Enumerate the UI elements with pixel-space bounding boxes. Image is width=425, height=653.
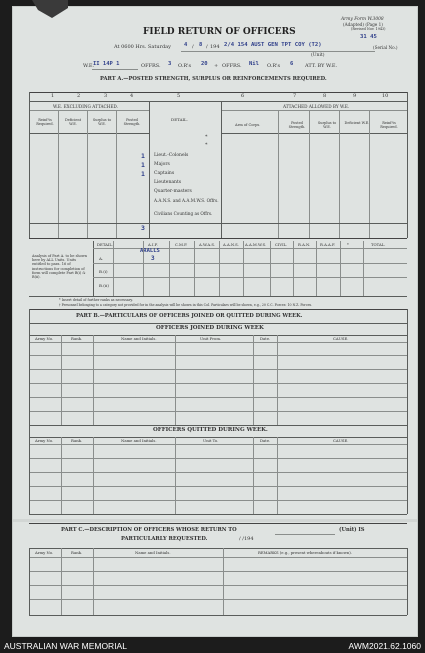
joined-title: OFFICERS JOINED DURING WEEK [156,325,264,331]
analysis-row-bi: B.(i) [99,269,108,274]
attached-allowed-header: ATTACHED ALLOWED BY W.E. [283,104,350,109]
joined-h-date: Date. [260,336,271,341]
we-typed: II 14P 1 [93,61,120,67]
col-header-posted-att: Posted Strength. [288,121,306,129]
analysis-h-aamws: A.A.M.W.S. [245,242,267,247]
paper-clip-mark [30,0,70,20]
analysis-h-detail: DETAIL. [97,242,114,247]
ors2-typed: 6 [290,61,294,67]
value-captains: 1 [141,161,145,169]
partc-h-remarks: REMARKS (e.g., present whereabouts if known). [258,550,352,555]
footnote-1: * Insert detail of further ranks as necessary. [59,298,133,302]
quitted-h-date: Date. [260,438,271,443]
analysis-h-aif: A.I.F. [148,242,158,247]
unit-label: (Unit) [311,53,325,58]
offrs2-typed: Nil [249,61,259,67]
col-num-1: 1 [51,93,55,99]
col-num-7: 7 [293,93,297,99]
joined-h-name: Name and Initials. [121,336,157,341]
quitted-h-armyno: Army No. [35,438,54,443]
analysis-row-a: A. [99,256,104,261]
footer-left: AUSTRALIAN WAR MEMORIAL [4,641,127,651]
form-page: Army Form W.3008 (Adapted) (Page 1) (Revised Nov. 1943) FIELD RETURN OF OFFICERS At 0600 Hrs. Saturday 4 / 8 / 194 2/4 154 AUST GEN TPT COY (T2) 31 45 (Serial No.) (Unit) W.E. II 14P 1 OFFRS. 3 O.R's 20 + OFFRS. Nil O.R's 6 ATT. BY W.E. PART A.—POSTED STRENGTH, SURPLUS OR REINFORCEMENTS REQUIRED. 1 2 3 4 5 6 7 8 9 10 W.E. EXCLUDING ATTACHED. ATTACHED ALLOWED BY W.E. Reinf'ts Required. Deficient W.E. Surplus to W.E. Posted Strength. DETAIL. Arm of Corps. Posted Strength. Surplus to W.E. Deficient W.E. Reinf'ts Required. * * Lieut.-Colonels Majors Captains Lieutenants Quarter-masters A.A.N.S. and A.A.M.W.S. Offrs. Civilians Counting as Offrs. 1 1 1 3 Analysis of Part A. to be shown here by ALL Units. Units entitled to para. 16 of instructions for completion of form will complete Part B(i) & B(ii). DETAIL. A.I.F. C.M.F. A.W.A.S. A.A.N.S. A.A.M.W.S. CIVIL. R.A.N. R.A.A.F. * TOTAL. A. B.(i) B.(ii) ARALLS 3 * Insert detail of further ranks as necessary. † Personnel belonging to a category not provided for in the analysis will be shown in this Col. Particulars will be shown, e.g., 20 C.C. Forces: 10 N.Z. Forces. PART B.—PARTICULARS OF OFFICERS JOINED OR QUITTED DURING WEEK. OFFICERS JOINED DURING WEEK Army No. Rank. Name and Initials. Unit From. Date. CAUSE. OFFICERS QUITTED DURING WEEK. Army No. Rank. Name and Initials. Unit To. Date. CAUSE. PART C.—DESCRIPTION OF OFFICERS WHOSE RETURN TO (Unit) IS PARTICULARLY REQUESTED. / /194 Army No. Rank. Name and Initials. REMARKS (e.g., present whereabouts if known). [12,6,418,637]
part-c-title-line1: PART C.—DESCRIPTION OF OFFICERS WHOSE RETURN TO [61,527,237,533]
analysis-row-bii: B.(ii) [99,283,109,288]
att-label: ATT. BY W.E. [305,63,338,69]
form-title: FIELD RETURN OF OFFICERS [143,27,296,37]
joined-h-cause: CAUSE. [333,336,349,341]
ors-typed: 20 [201,61,208,67]
date-year: 194 [210,44,220,50]
date-month: 8 [199,42,203,48]
analysis-note: Analysis of Part A. to be shown here by ALL Units. Units entitled to para. 16 of instructions for completion of form will complete Part B(i) & B(ii). [32,254,87,280]
col-num-3: 3 [104,93,108,99]
analysis-h-civil: CIVIL. [275,242,288,247]
detail-row-captains: Captains [154,171,175,176]
detail-row-qm: Quarter-masters [154,189,192,194]
analysis-typed-1: ARALLS [140,248,160,254]
analysis-h-ran: R.A.N. [298,242,311,247]
joined-h-unitfrom: Unit From. [200,336,222,341]
part-c-unit-is: (Unit) IS [339,527,365,533]
col-header-arm: Arm of Corps. [235,123,261,127]
footer-right: AWM2021.62.1060 [348,641,421,651]
analysis-typed-2: 3 [151,255,155,262]
col-num-6: 6 [241,93,245,99]
footer-bar [0,640,425,653]
offrs-label: OFFRS. [141,63,161,69]
unit-typed: 2/4 154 AUST GEN TPT COY (T2) [224,42,322,48]
part-c-title-line2: PARTICULARLY REQUESTED. [121,536,208,542]
col-num-2: 2 [77,93,81,99]
value-lieutenants: 1 [141,170,145,178]
detail-row-majors: Majors [154,162,170,167]
serial-typed: 31 45 [360,34,377,40]
date-day: 4 [184,42,188,48]
value-total: 3 [141,224,145,232]
col-header-surplus-att: Surplus to W.E. [317,121,337,129]
part-c-date: / /194 [239,536,254,542]
col-num-8: 8 [323,93,327,99]
analysis-h-aans: A.A.N.S. [223,242,239,247]
col-num-4: 4 [130,93,134,99]
col-header-posted: Posted Strength. [123,118,141,126]
form-ref-line3: (Revised Nov. 1943) [351,27,386,31]
ors2-label: O.R's [267,63,281,69]
col-header-deficient-att: Deficient W.E. [344,121,370,125]
form-ref-line2: (Adapted) (Page 1) [343,22,383,27]
form-ref-line1: Army Form W.3008 [341,17,384,22]
ors-label: O.R's [178,63,192,69]
col-num-10: 10 [382,93,389,99]
quitted-h-unitto: Unit To. [203,438,219,443]
we-label: W.E. [83,63,95,69]
detail-row-lieutenants: Lieutenants [154,180,182,185]
analysis-h-total: TOTAL. [371,242,386,247]
partc-h-name: Name and Initials. [135,550,171,555]
partc-h-rank: Rank. [71,550,83,555]
col-header-deficient: Deficient W.E. [64,118,82,126]
joined-h-armyno: Army No. [35,336,54,341]
detail-row-civilians: Civilians Counting as Offrs. [154,211,213,216]
value-majors: 1 [141,152,145,160]
offrs-typed: 3 [168,61,172,67]
joined-h-rank: Rank. [71,336,83,341]
quitted-h-rank: Rank. [71,438,83,443]
col-num-9: 9 [353,93,357,99]
col-header-reinf-att: Reinf'ts Required. [380,121,398,129]
detail-row-lt-col: Lieut.-Colonels [154,153,189,158]
col-header-surplus: Surplus to W.E. [92,118,112,126]
footnote-2: † Personnel belonging to a category not provided for in the analysis will be shown in this Col. Particulars will be shown, e.g., 20 C.C. Forces: 10 N.Z. Forces. [59,303,313,307]
col-header-reinf: Reinf'ts Required. [36,118,54,126]
analysis-h-raaf: R.A.A.F. [320,242,336,247]
serial-label: (Serial No.) [373,45,398,50]
partc-h-armyno: Army No. [35,550,54,555]
we-excluding-header: W.E. EXCLUDING ATTACHED. [53,104,118,109]
quitted-h-cause: CAUSE. [333,438,349,443]
quitted-h-name: Name and Initials. [121,438,157,443]
detail-row-aans: A.A.N.S. and A.A.M.W.S. Offrs. [154,198,219,203]
col-num-5: 5 [177,93,181,99]
part-b-title: PART B.—PARTICULARS OF OFFICERS JOINED OR QUITTED DURING WEEK. [76,313,303,319]
offrs2-label: OFFRS. [222,63,242,69]
part-a-title: PART A.—POSTED STRENGTH, SURPLUS OR REINFORCEMENTS REQUIRED. [100,76,327,82]
analysis-h-cmf: C.M.F. [175,242,188,247]
at-line: At 0600 Hrs. Saturday [114,44,171,50]
analysis-h-awas: A.W.A.S. [199,242,216,247]
quitted-title: OFFICERS QUITTED DURING WEEK. [153,427,268,433]
analysis-h-star: * [347,242,349,247]
col-header-detail: DETAIL. [171,117,188,122]
